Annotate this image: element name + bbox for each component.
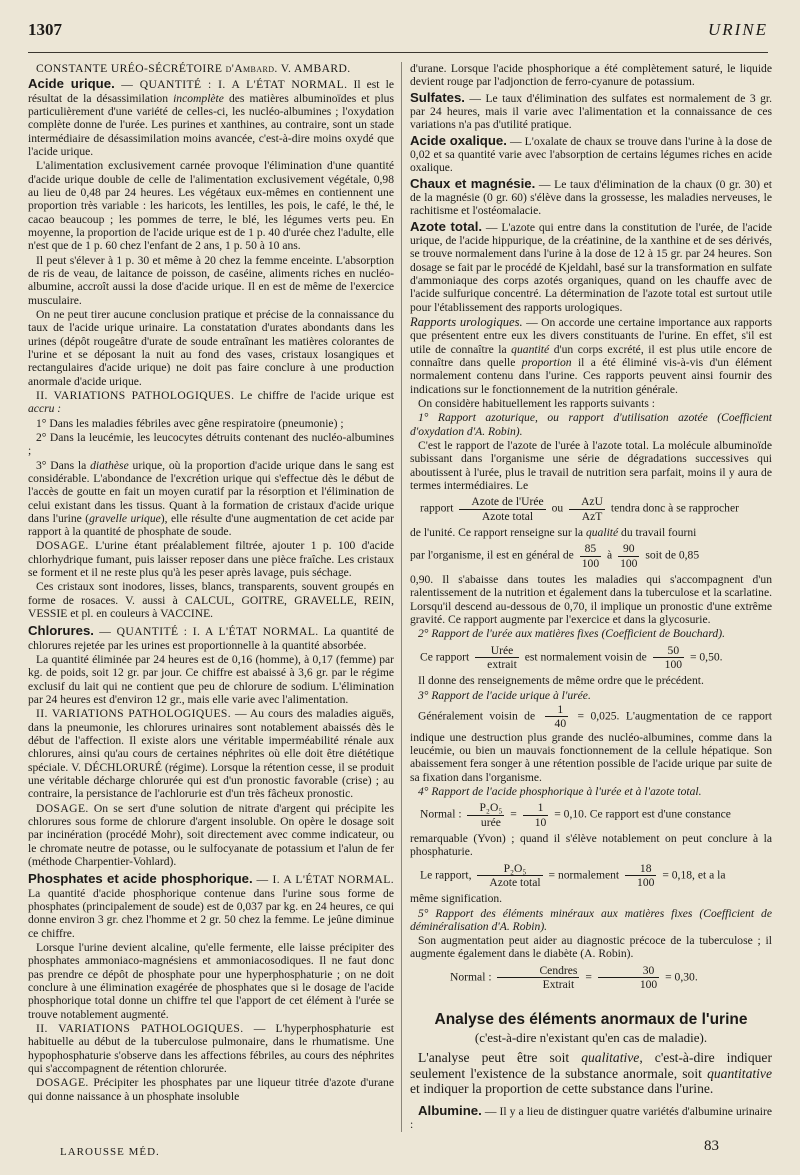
acide-urique-dosage: DOSAGE. L'urine étant préalablement filtrée, ajouter 1 p. 100 d'acide chlorhydrique fumant, puis laisser reposer dans une pièce fraîche. Les cristaux se forment et il ne reste plus qu'à les peser après lavage, puis séchage.	[28, 539, 394, 580]
page-number: 1307	[28, 20, 62, 39]
acide-urique-alimentation: L'alimentation exclusivement carnée provoque l'élimination d'une quantité d'acide urique double de celle de l'alimentation exclusivement végétale, 0,98 au lieu de 0,48 par 24 heures. Les végétaux eux-mêmes en contiennent une proportion très variable : les haricots, les lentilles, les pois, le café, le thé, le cacao beaucoup ; les pommes de terre, le blé, les légumes verts peu. En moyenne, la proportion de l'acide urique est de 1 p. 40 d'urée chez l'adulte, elle n'est que de 1 p. 60 chez l'enfant de 2 ans, 1 p. 50 à 10 ans.	[28, 159, 394, 253]
fraction: $\frac{\text{P₂O₅}}{\text{Azote total}}$	[477, 862, 542, 890]
rapport-4-text: remarquable (Yvon) ; quand il s'élève notablement on peut conclure à la phosphaturie.	[410, 831, 772, 859]
chlorures-dosage: DOSAGE. On se sert d'une solution de nitrate d'argent qui précipite les chlorures sous forme de chlorure d'argent insoluble. On opère le dosage soit par incinération (procédé Mohr), soit directement avec comme indicateur, ou le chromate neutre de potasse, ou le sulfocyanate de potassium et l'alun de fer (méthode Charpentier-Vohlard).	[28, 801, 394, 869]
rapport-1-values: par l'organisme, il est en général de $\frac{85}{100}$ à $\frac{90}{100}$ soit de 0,85	[410, 542, 700, 570]
rapports-intro: On considère habituellement les rapports suivants :	[418, 397, 655, 411]
phosphates-alcaline: Lorsque l'urine devient alcaline, qu'elle fermente, elle laisse précipiter des phosphates ammoniaco-magnésiens et ammoniacosodiques. Il ne faut donc pas prendre ce dépôt de phosphate pour une hyperphosphaturie ; on ne doit conclure à une élimination exagérée de phosphates que si le dosage de l'acide phosphorique total donne un chiffre tel que l'apport de cet élément à l'urée se trouve notablement augmenté.	[28, 941, 394, 1021]
rapport-4-title: 4° Rapport de l'acide phosphorique à l'urée et à l'azote total.	[418, 784, 702, 798]
rapport-5-formula: Normal : $\frac{\text{Cendres}}{\text{Extrait}}$ = $\frac{30}{100}$ = 0,30.	[450, 963, 698, 992]
fraction: $\frac{18}{100}$	[625, 862, 656, 890]
phosphates-continuation: d'urane. Lorsque l'acide phosphorique a été complètement saturé, le liquide devient rouge par l'adjonction de ferro-cyanure de potassium.	[410, 62, 772, 89]
analyse-subtitle: (c'est-à-dire n'existant qu'en cas de maladie).	[474, 1030, 708, 1046]
rapport-1-title: 1° Rapport azoturique, ou rapport d'utilisation azotée (Coefficient d'oxydation d'A. Robin).	[410, 411, 772, 438]
constante-line: CONSTANTE URÉO-SÉCRÉTOIRE d'Ambard. V. AMBARD.	[36, 62, 351, 75]
acide-urique-conclusion: On ne peut tirer aucune conclusion pratique et précise de la connaissance du taux de l'acide urique urinaire. La constatation d'urates abondants dans les urines (dépôt rougeâtre d'urate de soude entraînant les matières colorantes de l'urine et se déposant la nuit au fond des vases, cristaux losangiques et rectangulaires d'acide urique) ne doit pas faire conclure à une production anormale d'acide urique.	[28, 307, 394, 388]
right-column	[410, 62, 772, 1132]
phosphates-heading: Phosphates et acide phosphorique.	[28, 871, 253, 887]
phosphates-variations: II. VARIATIONS PATHOLOGIQUES. — L'hyperphosphaturie est habituelle au début de la tuberculose pulmonaire, dans le rhumatisme. Une hypophosphaturie s'observe dans les affections fébriles, au cours des néphrites qui s'accompagnent de rétention chlorurée.	[28, 1021, 394, 1075]
chaux-heading: Chaux et magnésie.	[410, 175, 536, 191]
fraction: $\frac{1}{40}$	[545, 703, 569, 731]
rapport-4-formula-2: Le rapport, $\frac{\text{P₂O₅}}{\text{Azote total}}$ = normalement $\frac{18}{100}$ = 0,18, et a la	[420, 861, 726, 889]
rapport-1-abaissement: 0,90. Il s'abaisse dans toutes les maladies qui s'accompagnent d'un ralentissement de la nutrition et également dans la tuberculose et la scarlatine. Lorsqu'il descend au-dessous de 0,70, il implique un pronostic d'une extrême gravité. Ce rapport augmente par l'exercice et dans la glycosurie.	[410, 572, 772, 626]
acide-urique-enceinte: Il peut s'élever à 1 p. 30 et même à 20 chez la femme enceinte. L'absorption de ris de veau, de laitance de poisson, de caséine, aliments riches en nucléo-albumine, accroît aussi la dose d'acide urique. Il en est de même de l'exercice musculaire.	[28, 253, 394, 307]
fraction: $\frac{85}{100}$	[581, 542, 600, 570]
oxalique-paragraph: Acide oxalique. — L'oxalate de chaux se trouve dans l'urine à la dose de 0,02 et sa quantité varie avec l'absorption de certains légumes riches en acide oxalique.	[410, 132, 772, 175]
rapport-3-title: 3° Rapport de l'acide urique à l'urée.	[418, 688, 591, 702]
left-column	[28, 62, 394, 1132]
fraction: $\frac{\text{Urée}}{\text{extrait}}$	[475, 644, 519, 672]
rapport-5-title: 5° Rapport des éléments minéraux aux matières fixes (Coefficient de déminéralisation d'A. Robin).	[410, 906, 772, 933]
acide-urique-label: — QUANTITÉ : I. A L'ÉTAT NORMAL.	[114, 78, 348, 92]
rapports-heading: Rapports urologiques.	[410, 314, 523, 329]
rapport-3-text: Généralement voisin de $\frac{1}{40}$ = 0,025. L'augmentation de ce rapport indique une destruction plus grande des nucléo-albumines, comme dans la leucémie, ou bien un mauvais fonctionnement de la cellule hépatique. Son abaissement fera songer à une rétention possible de l'acide urique par suite de sa fixation dans l'organisme.	[410, 702, 772, 784]
acide-urique-variations: II. VARIATIONS PATHOLOGIQUES. Le chiffre de l'acide urique est accru :	[28, 388, 394, 416]
phosphates-paragraph: Phosphates et acide phosphorique. — I. A L'ÉTAT NORMAL. La quantité d'acide phosphorique contenue dans l'urine sous forme de phosphates (principalement de soude) est de 0,037 par kg. en 24 heures, ce qui donne environ 3 gr. chez l'homme et 2 gr. 50 chez la femme. Le jeûne diminue ce chiffre.	[28, 871, 394, 940]
chlorures-variations: II. VARIATIONS PATHOLOGIQUES. — Au cours des maladies aiguës, dans la pneumonie, les chlorures urinaires sont notablement abaissés dès le début de l'affection. Il existe alors une véritable imperméabilité rénale aux chlorures, ainsi qu'au cours de certaines néphrites où elle doit être diététique spéciale. V. DÉCHLORURÉ (régime). Lorsque la rétention cesse, il se produit une véritable décharge chlorurée qui est d'un pronostic favorable (crise) ; au contraire, la persistance de l'achlorurie est d'un très fâcheux pronostic.	[28, 707, 394, 801]
page-header	[28, 20, 768, 46]
phosphates-dosage: DOSAGE. Précipiter les phosphates par une liqueur titrée d'azote d'urane qui donne naissance à un phosphate insoluble	[28, 1076, 394, 1103]
albumine-heading: Albumine.	[418, 1103, 482, 1119]
fraction: $\frac{90}{100}$	[620, 542, 638, 570]
acide-urique-cristaux: Ces cristaux sont inodores, lisses, blancs, transparents, souvent groupés en forme de rosaces. V. aussi à CALCUL, GOITRE, GRAVELLE, REIN, VESSIE et pl. en couleurs à VACCINE.	[28, 580, 394, 621]
acide-urique-item-3: 3° Dans la diathèse urique, où la proportion d'acide urique dans le sang est considérable. L'abondance de l'excrétion urique qui s'effectue dès le début de l'accès de goutte en fait un moyen curatif par la résorption et l'élimination de celui existant dans les tissus. Quant à la formation de cristaux d'acide urique dans l'urine (gravelle urique), elle résulte d'une augmentation de cet acide par rapport à la quantité de phosphate de soude.	[28, 458, 394, 539]
azote-heading: Azote total.	[410, 218, 483, 234]
rapport-1-qualite: de l'unité. Ce rapport renseigne sur la qualité du travail fourni	[410, 525, 697, 539]
fraction: $\frac{\text{AzU}}{\text{AzT}}$	[569, 495, 605, 523]
chlorures-paragraph: Chlorures. — QUANTITÉ : I. A L'ÉTAT NORMAL. La quantité de chlorures rejetée par les urines est proportionnelle à la quantité absorbée.	[28, 623, 394, 652]
rapport-2-title: 2° Rapport de l'urée aux matières fixes (Coefficient de Bouchard).	[418, 627, 725, 641]
fraction: $\frac{30}{100}$	[598, 964, 659, 992]
rapport-1-text: C'est le rapport de l'azote de l'urée à l'azote total. La molécule albuminoïde subissant dans l'organisme une série de dégradations successives qui aboutissent à l'urée, plus le travail de nutrition sera parfait, moins il y aura de termes intermédiaires. Le	[410, 439, 772, 492]
analyse-heading: Analyse des éléments anormaux de l'urine	[434, 1011, 748, 1029]
acide-urique-paragraph: Acide urique. — QUANTITÉ : I. A L'ÉTAT NORMAL. Il est le résultat de la désassimilation incomplète des matières albuminoïdes et plus particulièrement d'une variété de celles-ci, les nucléo-albumines ; l'oxydation complète donne de l'urée. Les purines et xanthines, au contraire, sont un stade intermédiaire de désassimilation moins avancée, c'est-à-dire moins oxydé que l'acide urique.	[28, 76, 394, 158]
albumine-paragraph: Albumine. — Il y a lieu de distinguer quatre variétés d'albumine urinaire :	[410, 1103, 772, 1132]
azote-paragraph: Azote total. — L'azote qui entre dans la constitution de l'urée, de l'acide urique, de l'acide hippurique, de la créatinine, de la xanthine et de ses dérivés, se trouve normalement dans l'urine à la dose de 12 à 15 gr. par 24 heures. Son dosage se fait par le procédé de Kjeldahl, basé sur la transformation en sulfate d'ammoniaque des corps azotés organiques, quand on les chauffe avec de l'acide sulfurique concentré. La détermination de l'azote total est surtout utile pour l'établissement des rapports urologiques.	[410, 218, 772, 314]
analyse-intro: L'analyse peut être soit qualitative, c'est-à-dire indiquer seulement l'existence de la substance anormale, soit quantitative et indiquer la proportion de cette substance dans l'urine.	[410, 1050, 772, 1097]
fraction: $\frac{50}{100}$	[653, 644, 684, 672]
header-rule	[28, 52, 768, 53]
chlorures-heading: Chlorures.	[28, 623, 94, 639]
rapport-5-text: Son augmentation peut aider au diagnostic précoce de la tuberculose ; il augmente également dans le diabète (A. Robin).	[410, 934, 772, 961]
running-head: URINE	[707, 20, 768, 39]
chlorures-quantite: La quantité éliminée par 24 heures est de 0,16 (homme), à 0,17 (femme) par kg. de poids, soit 12 gr. par jour. Ce chiffre est abaissé à 3,6 gr. par le régime exclusif du lait qui ne contient que peu de chlorure de sodium. L'élimination par 24 heures est d'environ 12 gr., mais elle varie avec l'alimentation.	[28, 653, 394, 707]
acide-urique-heading: Acide urique.	[28, 76, 115, 92]
rapports-paragraph: Rapports urologiques. — On accorde une certaine importance aux rapports que présentent entre eux les divers constituants de l'urine. En effet, s'il est utile de connaître la quantité d'un corps excrété, il est plus utile encore de connaître dans quelle proportion il a été éliminé vis-à-vis d'un élément normalement contenu dans l'urine. Ces rapports peuvent ainsi fournir des indications sur le fonctionnement de la nutrition générale.	[410, 314, 772, 396]
sulfates-heading: Sulfates.	[410, 89, 465, 105]
rapport-2-text: Il donne des renseignements de même ordre que le précédent.	[418, 674, 704, 688]
footer-sheet-number: 83	[704, 1138, 719, 1154]
rapport-4-formula: Normal : $\frac{\text{P₂O₅}}{\text{urée}}$ = $\frac{1}{10}$ = 0,10. Ce rapport est d'une constance	[420, 801, 731, 829]
column-divider	[401, 62, 402, 1132]
acide-urique-item-1: 1° Dans les maladies fébriles avec gêne respiratoire (pneumonie) ;	[36, 416, 344, 430]
fraction: $\frac{\text{Cendres}}{\text{Extrait}}$	[497, 964, 579, 992]
rapport-1-formula: rapport $\frac{\text{Azote de l'Urée}}{\text{Azote total}}$ ou $\frac{\text{AzU}}{\text{AzT}}$ tendra donc à se rapprocher	[420, 495, 739, 523]
chaux-paragraph: Chaux et magnésie. — Le taux d'élimination de la chaux (0 gr. 30) et de la magnésie (0 gr. 60) s'élève dans la grossesse, les maladies nerveuses, le rachitisme et l'ostéomalacie.	[410, 175, 772, 218]
fraction: $\frac{\text{P₂O₅}}{\text{urée}}$	[467, 801, 504, 829]
fraction: $\frac{1}{10}$	[523, 801, 549, 829]
rapport-4-signification: même signification.	[410, 892, 503, 906]
oxalique-heading: Acide oxalique.	[410, 132, 507, 148]
footer-publisher: LAROUSSE MÉD.	[60, 1146, 160, 1158]
acide-urique-item-2: 2° Dans la leucémie, les leucocytes détruits contenant des nucléo-albumines ;	[28, 430, 394, 458]
rapport-2-formula: Ce rapport $\frac{\text{Urée}}{\text{extrait}}$ est normalement voisin de $\frac{50}{100}$ = 0,50.	[420, 643, 723, 671]
sulfates-paragraph: Sulfates. — Le taux d'élimination des sulfates est normalement de 3 gr. par 24 heures, mais il varie avec l'alimentation et la connaissance de ces variations n'a pas d'utilité pratique.	[410, 89, 772, 132]
fraction: $\frac{\text{Azote de l'Urée}}{\text{Azote total}}$	[459, 495, 545, 523]
